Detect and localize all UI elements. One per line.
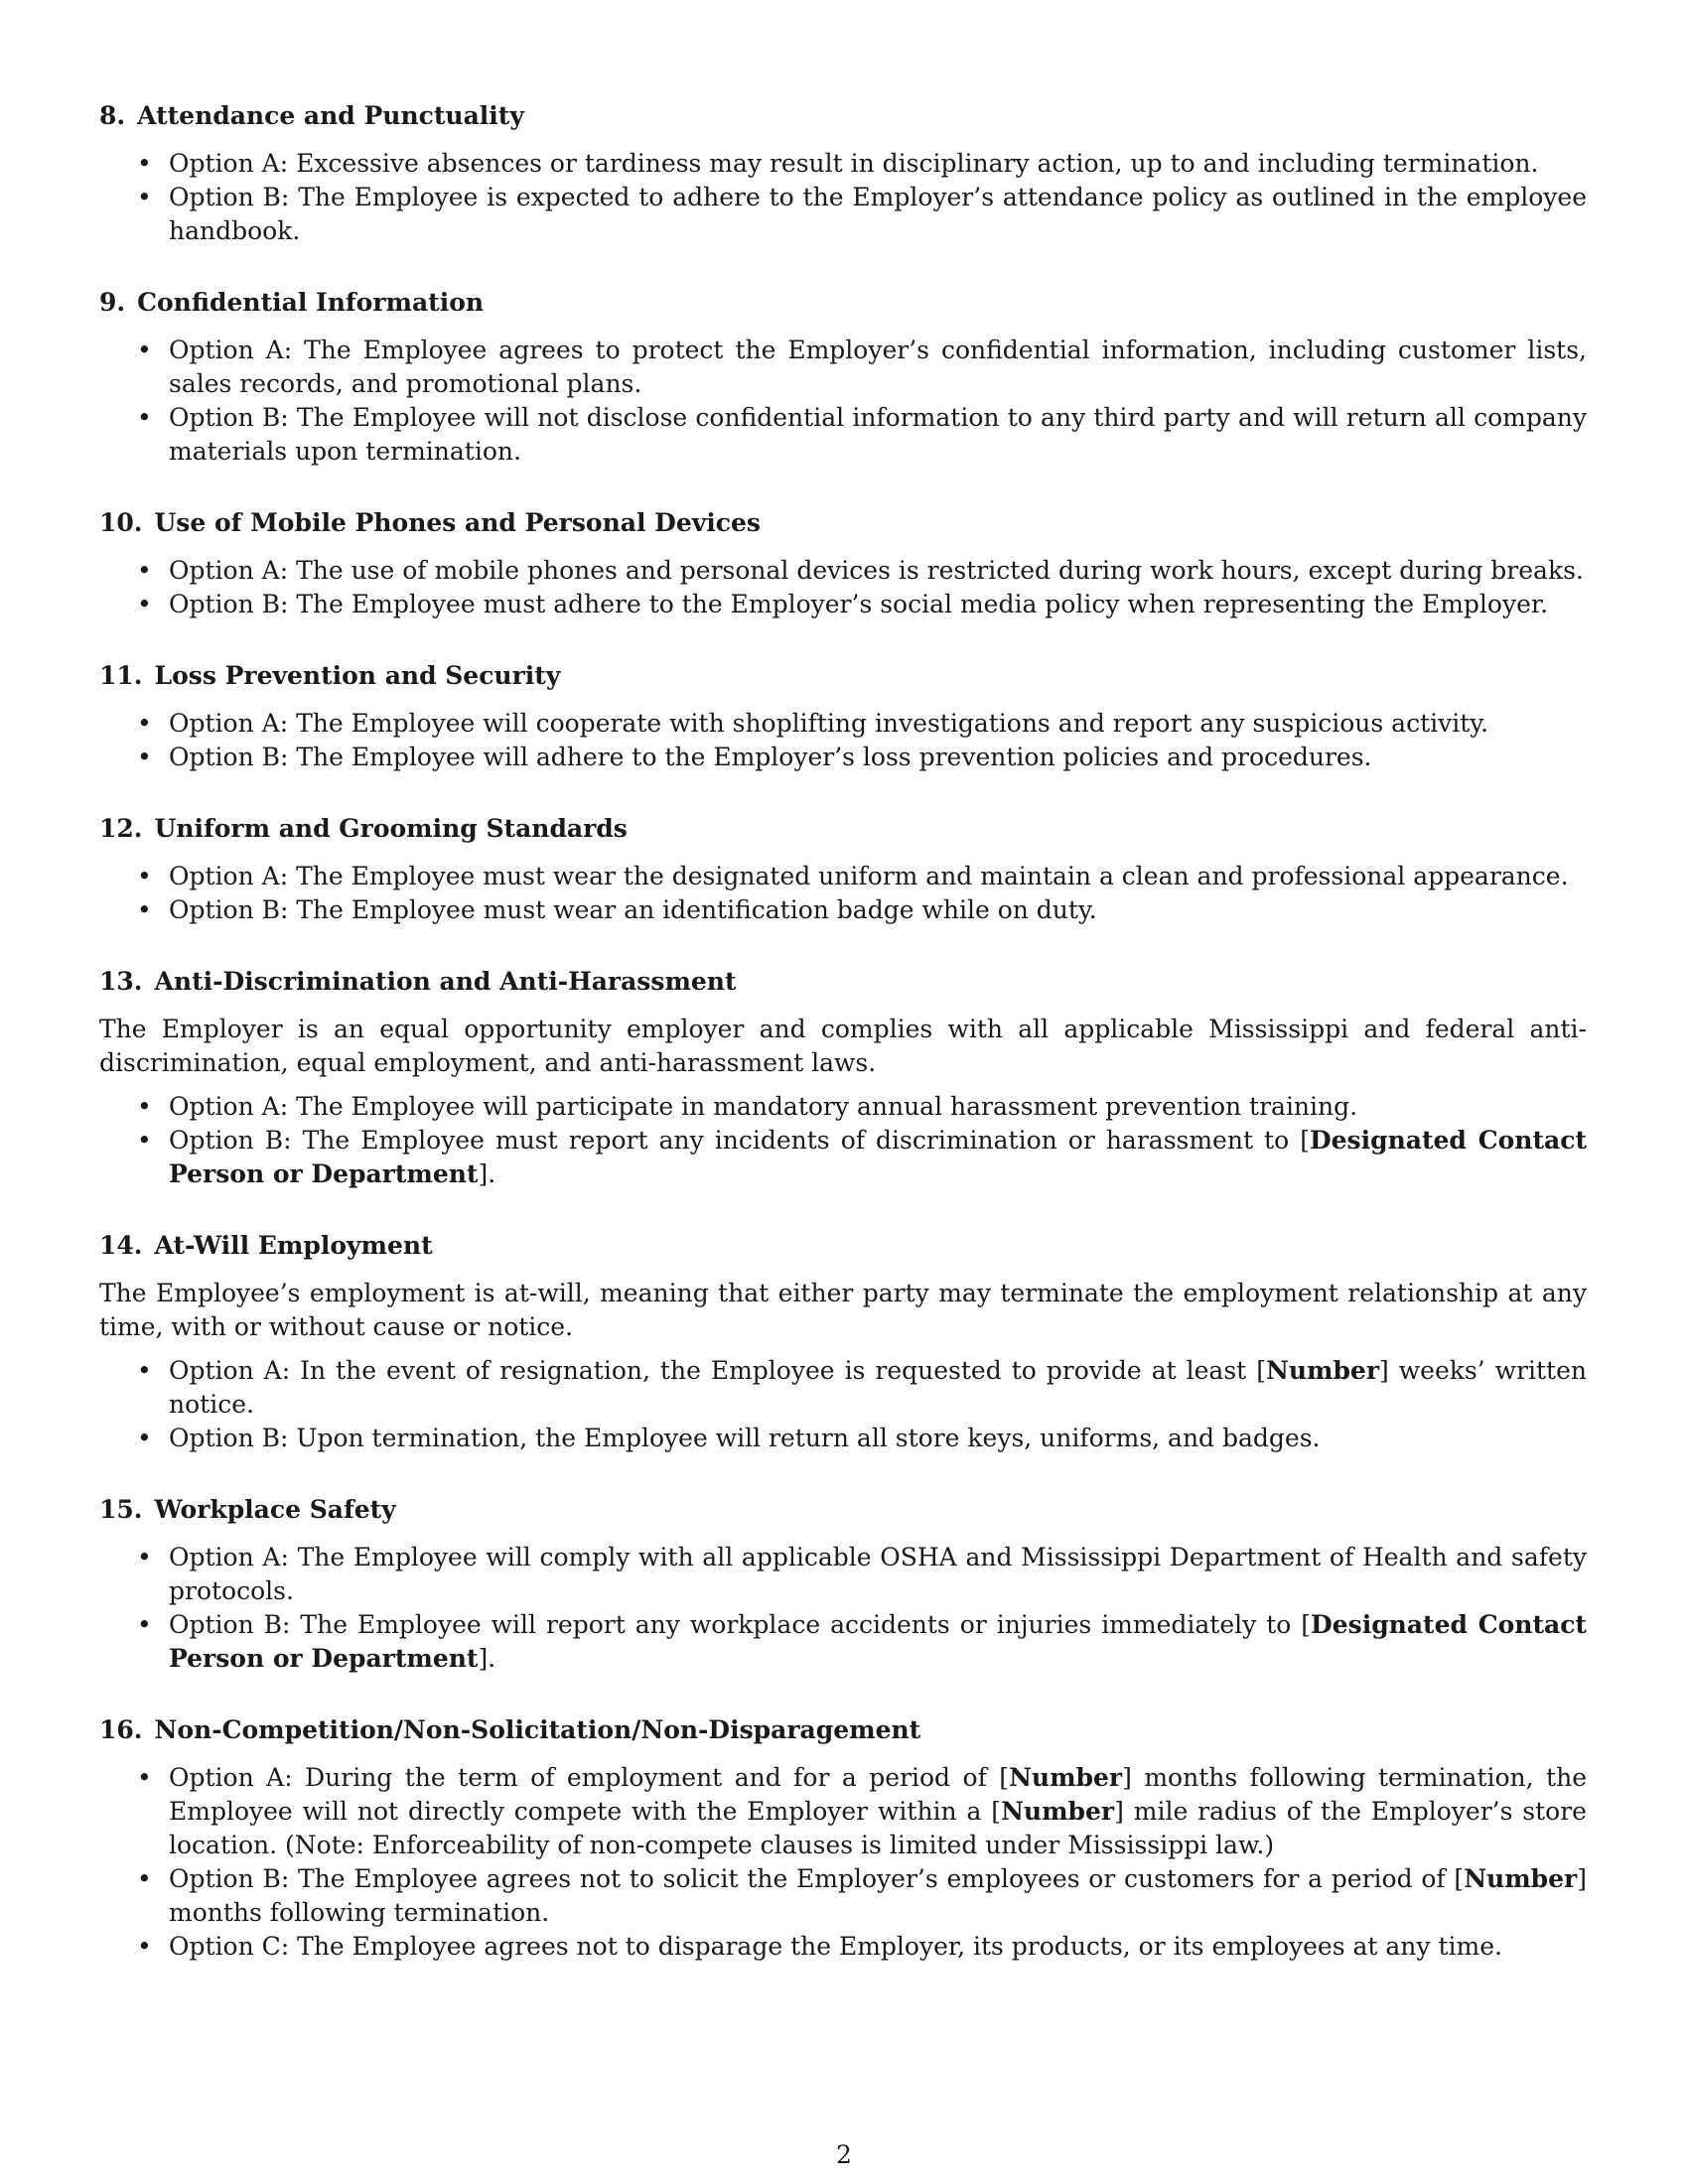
section-heading: 15. Workplace Safety [99,1495,396,1524]
section-attendance [99,99,1587,248]
section-heading: 14. At-Will Employment [99,1231,433,1260]
section-intro: The Employer is an equal opportunity employer and complies with all applicable Mississippi and federal anti-discrimination, equal employment, and anti-harassment laws. [99,1015,1587,1077]
option-list [99,860,1587,927]
bullet-icon: • [137,1092,152,1121]
bullet-icon: • [137,149,152,178]
option-item: • Option A: The Employee will comply with all applicable OSHA and Mississippi Department of Health and safety protocols. [137,1543,1587,1605]
section-title: Use of Mobile Phones and Personal Devices [154,508,761,537]
section-title: Loss Prevention and Security [154,661,561,690]
bullet-icon: • [137,895,152,924]
option-item: • Option B: The Employee must adhere to the Employer’s social media policy when representing the Employer. [99,588,1587,621]
section-heading: 10. Use of Mobile Phones and Personal Devices [99,508,761,537]
bullet-icon: • [137,403,152,432]
bullet-icon: • [137,1932,152,1961]
document-page [99,99,1587,2001]
option-item: • Option B: The Employee will report any workplace accidents or injuries immediately to [Designated Contact Person or Department]. [137,1610,1587,1673]
section-title: Attendance and Punctuality [137,101,524,130]
section-uniform-grooming [99,812,1587,927]
option-list [99,707,1587,774]
option-item: • Option A: The Employee will participate in mandatory annual harassment prevention training. [99,1090,1587,1124]
bullet-icon: • [137,1610,152,1639]
section-title: Workplace Safety [154,1495,396,1524]
option-item: • Option B: Upon termination, the Employee will return all store keys, uniforms, and badges. [99,1422,1587,1455]
section-anti-discrimination [99,965,1587,1191]
section-heading: 9. Confidential Information [99,288,485,317]
page-number: 2 [836,2140,852,2169]
option-item: • Option B: The Employee must wear an identification badge while on duty. [99,893,1587,927]
option-item: • Option A: The Employee agrees to protect the Employer’s confidential information, including customer lists, sales records, and promotional plans. [137,336,1587,398]
option-item: • Option B: The Employee will not disclose confidential information to any third party and will return all company materials upon termination. [137,403,1587,466]
option-item: • Option A: In the event of resignation, the Employee is requested to provide at least [Number] weeks’ written notice. [137,1356,1588,1419]
bullet-icon: • [137,336,152,364]
option-list [99,1354,1587,1455]
option-list [99,554,1587,621]
option-item: • Option A: The use of mobile phones and personal devices is restricted during work hours, except during breaks. [99,554,1587,588]
section-confidential-information [99,286,1587,469]
bullet-icon: • [137,556,152,585]
bullet-icon: • [137,743,152,771]
bullet-icon: • [137,1543,152,1571]
bullet-icon: • [137,862,152,890]
option-list [99,1090,1587,1191]
bullet-icon: • [137,590,152,618]
bullet-icon: • [137,1356,152,1385]
option-item: • Option A: The Employee will cooperate with shoplifting investigations and report any suspicious activity. [99,707,1587,741]
option-list [99,1761,1587,1964]
placeholder-field: Number [1464,1864,1578,1893]
option-item: • Option B: The Employee will adhere to the Employer’s loss prevention policies and procedures. [99,741,1587,774]
option-item: • Option A: During the term of employment and for a period of [Number] months following termination, the Employee will not directly compete with the Employer within a [Number] mile radius of the Employer’s store location. (Note: Enforceability of non-compete clauses is limited under Mississippi law.) [137,1763,1587,1859]
bullet-icon: • [137,183,152,211]
section-heading: 8. Attendance and Punctuality [99,101,524,130]
option-item: • Option A: The Employee must wear the designated uniform and maintain a clean and professional appearance. [99,860,1587,893]
section-intro: The Employee’s employment is at-will, meaning that either party may terminate the employment relationship at any time, with or without cause or notice. [99,1279,1587,1341]
section-title: Non-Competition/Non-Solicitation/Non-Disparagement [154,1715,921,1744]
bullet-icon: • [137,1864,152,1893]
placeholder-field: Number [1009,1763,1123,1792]
placeholder-field: Designated Contact Person or Department [169,1126,1587,1188]
option-item: • Option B: The Employee agrees not to solicit the Employer’s employees or customers for a period of [Number] months following termination. [137,1864,1587,1927]
placeholder-field: Number [1001,1797,1115,1826]
section-workplace-safety [99,1493,1587,1676]
option-item: • Option C: The Employee agrees not to disparage the Employer, its products, or its employees at any time. [99,1930,1587,1964]
option-list [99,334,1587,469]
placeholder-field: Number [1265,1356,1380,1385]
section-heading: 11. Loss Prevention and Security [99,661,561,690]
section-heading: 13. Anti-Discrimination and Anti-Harassment [99,967,737,996]
section-loss-prevention [99,659,1587,774]
section-heading: 12. Uniform and Grooming Standards [99,814,628,843]
option-item: • Option B: The Employee must report any incidents of discrimination or harassment to [Designated Contact Person or Department]. [137,1126,1587,1188]
section-title: Confidential Information [137,288,485,317]
placeholder-field: Designated Contact Person or Department [169,1610,1587,1673]
bullet-icon: • [137,1424,152,1452]
bullet-icon: • [137,1126,152,1155]
section-heading: 16. Non-Competition/Non-Solicitation/Non-Disparagement [99,1715,921,1744]
section-title: At-Will Employment [154,1231,433,1260]
section-non-competition [99,1713,1587,1964]
section-title: Uniform and Grooming Standards [154,814,628,843]
section-at-will-employment [99,1229,1587,1455]
section-mobile-phones [99,506,1587,621]
option-list [99,1541,1587,1676]
bullet-icon: • [137,1763,152,1792]
option-list [99,147,1587,248]
bullet-icon: • [137,709,152,738]
option-item: • Option B: The Employee is expected to adhere to the Employer’s attendance policy as outlined in the employee handbook. [137,183,1587,245]
option-item: • Option A: Excessive absences or tardiness may result in disciplinary action, up to and including termination. [99,147,1587,181]
section-title: Anti-Discrimination and Anti-Harassment [154,967,737,996]
